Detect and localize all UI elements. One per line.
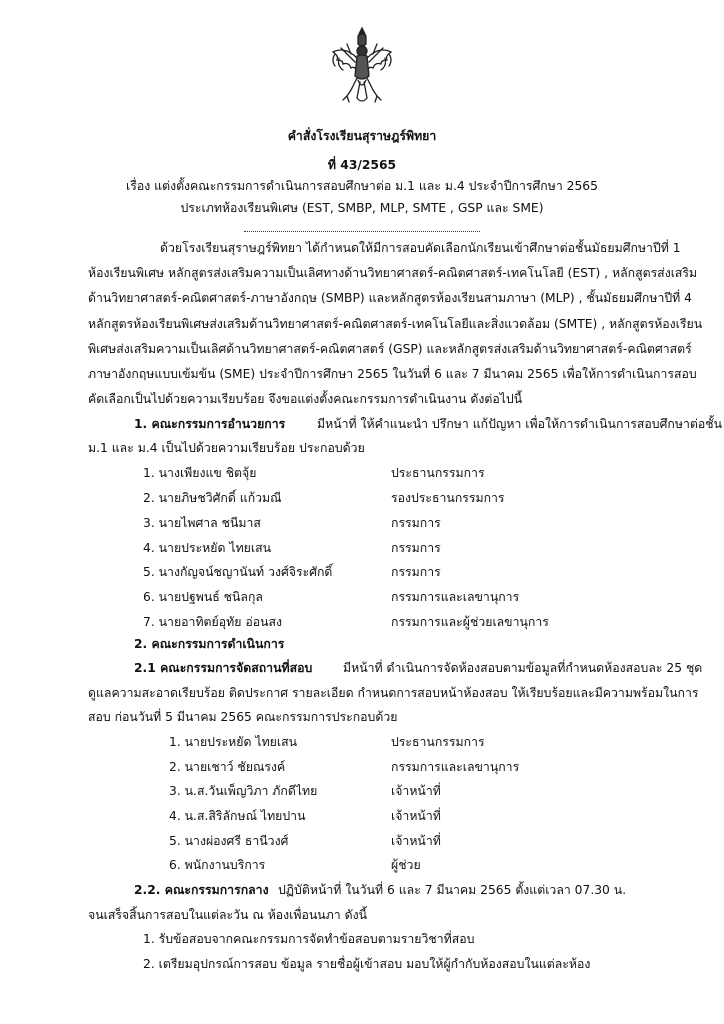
member-name: 3. น.ส.วันเพ็ญวิภา ภักดีไทย <box>169 784 318 798</box>
member-role: ประธานกรรมการ <box>391 466 485 480</box>
list-item: 1. รับข้อสอบจากคณะกรรมการจัดทำข้อสอบตามรายวิชาที่สอบ <box>143 932 475 946</box>
intro-line: หลักสูตรห้องเรียนพิเศษส่งเสริมด้านวิทยาศาสตร์-คณิตศาสตร์-เทคโนโลยีและสิ่งแวดล้อม (SMTE) , หลักสูตรห้องเรียน <box>88 317 703 331</box>
member-name: 3. นายไพศาล ชนีมาส <box>143 516 261 530</box>
member-role: กรรมการ <box>391 516 441 530</box>
member-role: ผู้ช่วย <box>391 858 421 872</box>
garuda-emblem-icon <box>327 24 397 106</box>
member-name: 2. นายภิษชวิศักดิ์ แก้วมณี <box>143 491 282 505</box>
section-2-1-heading: 2.1 คณะกรรมการจัดสถานที่สอบ <box>134 661 313 675</box>
intro-line: พิเศษส่งเสริมความเป็นเลิศด้านวิทยาศาสตร์-คณิตศาสตร์ (GSP) และหลักสูตรส่งเสริมด้านวิทยาศาสตร์-คณิตศาสตร์ <box>88 342 692 356</box>
section-2-2-text: ปฏิบัติหน้าที่ ในวันที่ 6 และ 7 มีนาคม 2565 ตั้งแต่เวลา 07.30 น. <box>278 883 627 897</box>
intro-line: ห้องเรียนพิเศษ หลักสูตรส่งเสริมความเป็นเลิศทางด้านวิทยาศาสตร์-คณิตศาสตร์-เทคโนโลยี (EST) , หลักสูตรส่งเสริม <box>88 266 698 280</box>
member-name: 1. นางเพียงแข ชิตจุ้ย <box>143 466 257 480</box>
member-name: 4. น.ส.สิริลักษณ์ ไทยปาน <box>169 809 306 823</box>
member-name: 2. นายเชาว์ ชัยณรงค์ <box>169 760 286 774</box>
member-name: 7. นายอาทิตย์อุทัย อ่อนสง <box>143 615 283 629</box>
member-name: 1. นายประหยัด ไทยเสน <box>169 735 297 749</box>
section-1-text: มีหน้าที่ ให้คำแนะนำ ปรึกษา แก้ปัญหา เพื่อให้การดำเนินการสอบศึกษาต่อชั้น <box>317 417 722 431</box>
member-name: 4. นายประหยัด ไทยเสน <box>143 541 271 555</box>
intro-line: ด้านวิทยาศาสตร์-คณิตศาสตร์-ภาษาอังกฤษ (SMBP) และหลักสูตรห้องเรียนสามภาษา (MLP) , ชั้นมัธยมศึกษาปีที่ 4 <box>88 291 693 305</box>
member-name: 6. นายปฐพนธ์ ชนิลกุล <box>143 590 263 604</box>
document-subject-sub: ประเภทห้องเรียนพิเศษ (EST, SMBP, MLP, SMTE , GSP และ SME) <box>180 201 544 215</box>
member-role: กรรมการและเลขานุการ <box>391 760 520 774</box>
document-org: คำสั่งโรงเรียนสุราษฎร์พิทยา <box>287 129 437 143</box>
intro-line: ด้วยโรงเรียนสุราษฎร์พิทยา ได้กำหนดให้มีการสอบคัดเลือกนักเรียนเข้าศึกษาต่อชั้นมัธยมศึกษาปีที่ 1 <box>160 241 681 255</box>
intro-line: ภาษาอังกฤษแบบเข้มข้น (SME) ประจำปีการศึกษา 2565 ในวันที่ 6 และ 7 มีนาคม 2565 เพื่อให้การดำเนินการสอบ <box>88 367 697 381</box>
section-1-heading: 1. คณะกรรมการอำนวยการ <box>134 417 286 431</box>
section-2-1-text: สอบ ก่อนวันที่ 5 มีนาคม 2565 คณะกรรมการประกอบด้วย <box>88 710 398 724</box>
member-role: เจ้าหน้าที่ <box>391 834 441 848</box>
member-role: เจ้าหน้าที่ <box>391 784 441 798</box>
member-role: กรรมการและเลขานุการ <box>391 590 520 604</box>
document-subject: เรื่อง แต่งตั้งคณะกรรมการดำเนินการสอบศึกษาต่อ ม.1 และ ม.4 ประจำปีการศึกษา 2565 <box>126 179 598 193</box>
member-name: 6. พนักงานบริการ <box>169 858 266 872</box>
section-2-2-text: จนเสร็จสิ้นการสอบในแต่ละวัน ณ ห้องเพื่อนนภา ดังนี้ <box>88 908 368 922</box>
section-2-heading: 2. คณะกรรมการดำเนินการ <box>134 637 285 651</box>
list-item: 2. เตรียมอุปกรณ์การสอบ ข้อมูล รายชื่อผู้เข้าสอบ มอบให้ผู้กำกับห้องสอบในแต่ละห้อง <box>143 957 591 971</box>
member-role: กรรมการ <box>391 541 441 555</box>
member-role: กรรมการ <box>391 565 441 579</box>
member-role: ประธานกรรมการ <box>391 735 485 749</box>
member-role: กรรมการและผู้ช่วยเลขานุการ <box>391 615 549 629</box>
order-number: ที่ 43/2565 <box>327 158 397 172</box>
member-name: 5. นางกัญจน์ชญานันท์ วงศ์จิระศักดิ์ <box>143 565 333 579</box>
section-2-2-heading: 2.2. คณะกรรมการกลาง <box>134 883 269 897</box>
dotted-divider <box>244 231 480 232</box>
intro-line: คัดเลือกเป็นไปด้วยความเรียบร้อย จึงขอแต่งตั้งคณะกรรมการดำเนินงาน ดังต่อไปนี้ <box>88 392 523 406</box>
section-2-1-text: ดูแลความสะอาดเรียบร้อย ติดประกาศ รายละเอียด กำหนดการสอบหน้าห้องสอบ ให้เรียบร้อยและมีความพร้อมในการ <box>88 686 699 700</box>
member-role: เจ้าหน้าที่ <box>391 809 441 823</box>
member-name: 5. นางผ่องศรี ธานีวงศ์ <box>169 834 289 848</box>
member-role: รองประธานกรรมการ <box>391 491 505 505</box>
section-1-text: ม.1 และ ม.4 เป็นไปด้วยความเรียบร้อย ประกอบด้วย <box>88 441 365 455</box>
section-2-1-text: มีหน้าที่ ดำเนินการจัดห้องสอบตามข้อมูลที่กำหนดห้องสอบละ 25 ชุด <box>343 661 703 675</box>
